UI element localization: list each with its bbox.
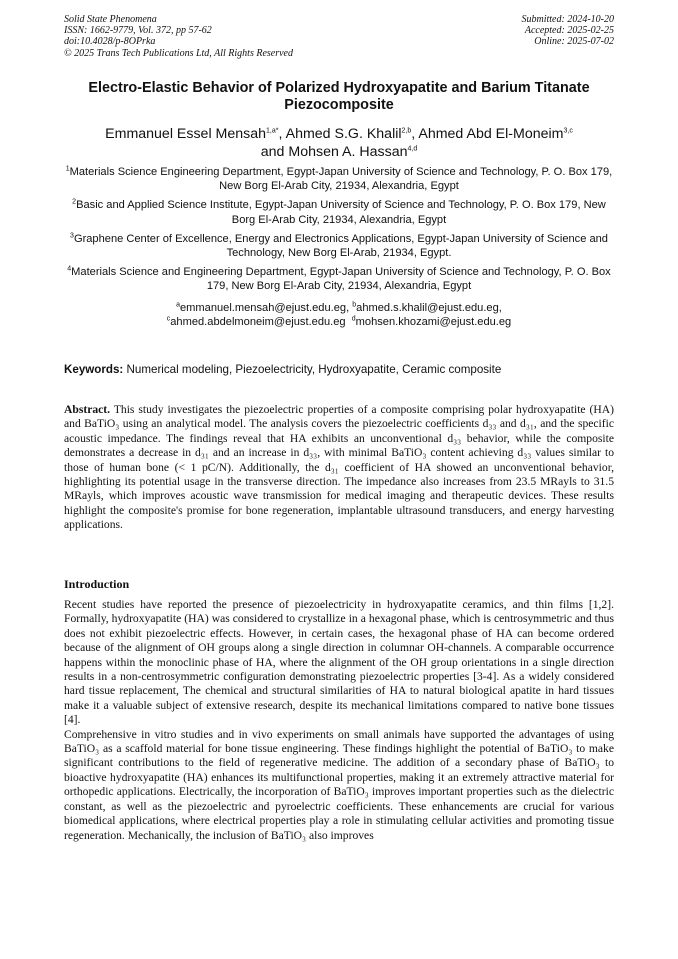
author-sup: 1,a* (266, 127, 279, 135)
section-heading-introduction: Introduction (64, 577, 130, 591)
email-list: $^a$emmanuel.mensah@ejust.edu.eg, $^b$ahmed.s.khalil@ejust.edu.eg, $^c$ahmed.abdelmoneim@ejust.edu.eg $^d$mohsen.khozami@ejust.edu.eg (166, 300, 512, 328)
affiliation (64, 165, 614, 193)
author-sup: 3,c (563, 127, 573, 135)
email-address: mohsen.khozami@ejust.edu.eg (355, 315, 512, 328)
abstract-text: This study investigates the piezoelectric properties of a composite comprising polar hydroxyapatite (HA) and BaTiO₃ using an analytical model. The analysis covers the piezoelectric coefficients d₃₃ and d₃₁, and the specific acoustic impedance. The findings reveal that HA exhibits an unconventional d₃₃ behavior, while the composite demonstrates a decrease in d₃₁ and an increase in d₃₃, with minimal BaTiO₃ content achieving d₃₃ values similar to those of human bone (< 1 pC/N). Additionally, the d₃₁ coefficient of HA showed an unconventional behavior, highlighting its potential usage in the transverse direction. The impedance also increases from 23.5 MRayls to 31.5 MRayls, which improves acoustic wave transmission for medical imaging and therapeutic devices. These results highlight the composite's promise for bone regeneration, implantable ultrasound transducers, and energy harvesting applications. (64, 403, 614, 532)
keywords (64, 363, 614, 377)
affiliation-text: Materials Science and Engineering Department, Egypt-Japan University of Science and Technology, P. O. Box 179, New Borg El-Arab City, 21934, Alexandria, Egypt (71, 266, 611, 293)
accepted-date: Accepted: 2025-02-25 (524, 25, 614, 37)
author-name: Ahmed Abd El-Moneim (418, 126, 564, 142)
author-connector: and (260, 144, 289, 160)
affiliation-text: Graphene Center of Excellence, Energy and Electronics Applications, Egypt-Japan University of Science and Technology, New Borg El-Arab, 21934, Egypt. (73, 232, 608, 260)
affiliation-text: Materials Science Engineering Department, Egypt-Japan University of Science and Technology, P. O. Box 179, New Borg El-Arab City, 21934, Alexandria, Egypt (69, 166, 613, 193)
affiliation-text: Basic and Applied Science Institute, Egypt-Japan University of Science and Technology, P. O. Box 179, New Borg El-Arab City, 21934, Alexandria, Egypt (76, 199, 606, 226)
author-name: Mohsen A. Hassan (288, 144, 408, 160)
journal-name: Solid State Phenomena (64, 14, 157, 25)
affiliation-number: 2 (72, 198, 77, 206)
author-connector: , (278, 126, 286, 142)
journal-info (64, 14, 293, 59)
author-sup: 2,b (401, 127, 412, 135)
keywords-label: Keywords: (64, 363, 124, 376)
online-date: Online: 2025-07-02 (534, 36, 614, 48)
affiliation-number: 3 (70, 232, 74, 240)
email-sup: c (166, 315, 171, 323)
copyright-line: © 2025 Trans Tech Publications Ltd, All Rights Reserved (64, 47, 293, 59)
author-sup: 4,d (407, 145, 418, 153)
email-address: emmanuel.mensah@ejust.edu.eg (180, 301, 347, 314)
paragraph: Comprehensive in vitro studies and in vivo experiments on small animals have supported the advantages of using BaTiO₃ as a scaffold material for bone tissue engineering. These findings highlight the potential of BaTiO₃ to make significant contributions to the field of regenerative medicine. The addition of a secondary phase of BaTiO₃ to bioactive hydroxyapatite (HA) enhances its multifunctional properties, making it an extremely attractive material for orthopedic applications. Electrically, the incorporation of BaTiO₃ improves important properties such as the dielectric constant, as well as the piezoelectric and pyroelectric coefficients. These enhancements are crucial for various biomedical applications, where electrical properties play a role in stimulating cellular activities and promoting tissue regeneration. Mechanically, the inclusion of BaTiO₃ also improves (64, 727, 614, 842)
affiliation (64, 265, 614, 293)
affiliation-number: 1 (65, 165, 70, 173)
paper-title: Electro-Elastic Behavior of Polarized Hydroxyapatite and Barium Titanate Piezocomposite (88, 80, 590, 113)
author-list (64, 125, 614, 161)
abstract (64, 403, 614, 533)
submission-dates (522, 14, 615, 48)
author-name: Emmanuel Essel Mensah (105, 126, 267, 142)
affiliation-number: 4 (67, 265, 72, 273)
affiliations (64, 165, 614, 329)
issn-line: ISSN: 1662-9779, Vol. 372, pp 57-62 (64, 25, 212, 37)
keywords-text: Numerical modeling, Piezoelectricity, Hydroxyapatite, Ceramic composite (126, 363, 502, 376)
paragraph: Recent studies have reported the presence of piezoelectricity in hydroxyapatite ceramics, and thin films [1,2]. Formally, hydroxyapatite (HA) was considered to crystallize in a hexagonal phase, which is centrosymmetric and thus does not exhibit piezoelectric effects. However, in certain cases, the hexagonal phase of HA can become ordered because of the alignment of OH groups along a single direction in columnar OH-channels. A comparable occurrence happens within the monoclinic phase of HA, where the alignment of the OH group orientations in a single direction results in a non-centrosymmetric configuration demonstrating piezoelectric properties [3-4]. As a widely considered hard tissue replacement, The chemical and structural similarities of HA to natural biological apatite in hard tissues make it a valuable subject of extensive research, despite its mechanical limitations compared to native bone tissues [4]. (64, 598, 614, 727)
email-address: ahmed.s.khalil@ejust.edu.eg (356, 301, 499, 314)
author-name: Ahmed S.G. Khalil (285, 126, 402, 142)
email-sup: d (351, 315, 356, 323)
abstract-label: Abstract. (64, 403, 111, 416)
email-address: ahmed.abdelmoneim@ejust.edu.eg (170, 315, 346, 328)
introduction-body (64, 598, 614, 843)
email-sup: a (176, 300, 181, 308)
affiliation (64, 232, 614, 260)
email-sup: b (352, 300, 357, 308)
author-connector: , (411, 126, 419, 142)
affiliation (64, 198, 614, 226)
submitted-date: Submitted: 2024-10-20 (521, 14, 614, 25)
doi-line: doi:10.4028/p-8OPrka (64, 36, 156, 48)
